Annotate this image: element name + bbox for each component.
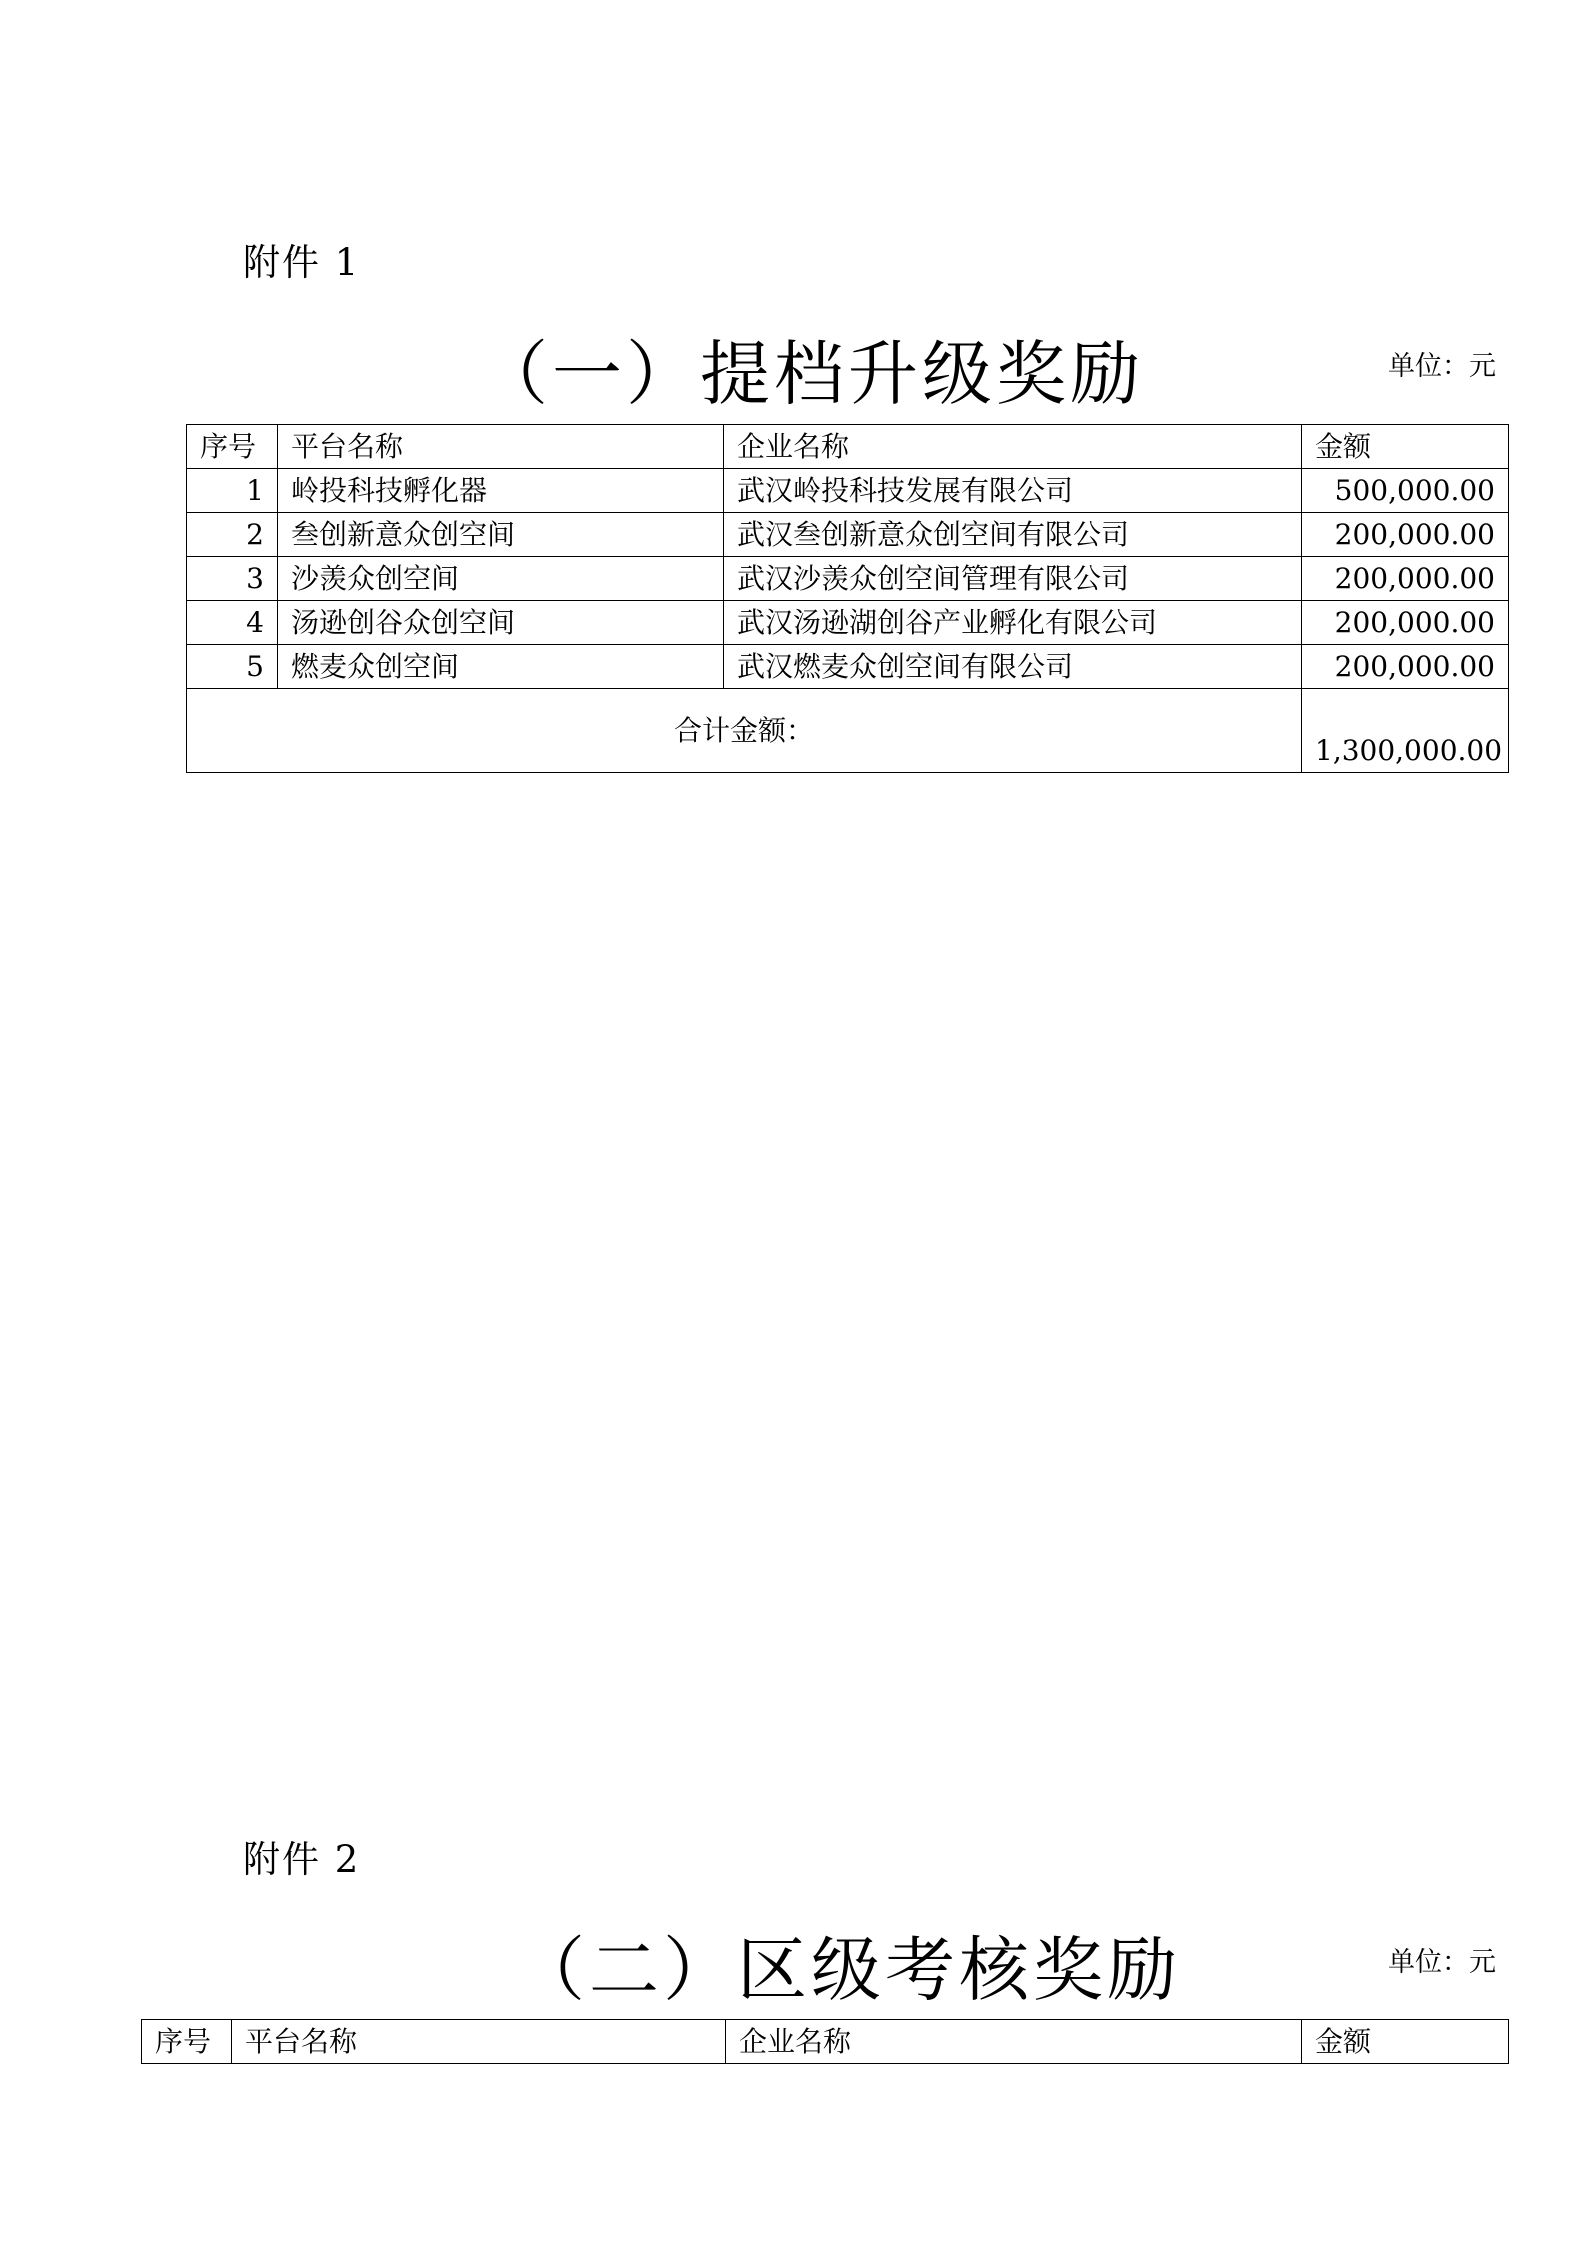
total-label: 合计金额： (187, 689, 1302, 773)
table-row (187, 469, 1509, 513)
table-header-row (187, 425, 1509, 469)
table-row (187, 513, 1509, 557)
total-value: 1,300,000.00 (1302, 689, 1509, 773)
table-row (187, 601, 1509, 645)
row-amount: 200,000.00 (1302, 601, 1509, 645)
total-row (187, 689, 1509, 773)
section-1-title: （一）提档升级奖励 (478, 333, 1144, 415)
attachment-1-label: 附件 1 (243, 241, 361, 284)
row-company: 武汉汤逊湖创谷产业孵化有限公司 (724, 601, 1302, 645)
table-header-row (142, 2020, 1509, 2064)
header-company: 企业名称 (726, 2020, 1302, 2064)
header-seq: 序号 (142, 2020, 232, 2064)
row-amount: 200,000.00 (1302, 513, 1509, 557)
header-amount: 金额 (1302, 2020, 1509, 2064)
row-amount: 500,000.00 (1302, 469, 1509, 513)
reward-table-2 (141, 2019, 1509, 2064)
header-company: 企业名称 (724, 425, 1302, 469)
header-amount: 金额 (1302, 425, 1509, 469)
row-platform: 燃麦众创空间 (278, 645, 724, 689)
row-seq: 1 (187, 469, 278, 513)
table-row (187, 645, 1509, 689)
section-2-unit: 单位：元 (1388, 1947, 1496, 1978)
header-platform: 平台名称 (232, 2020, 726, 2064)
table-row (187, 557, 1509, 601)
row-company: 武汉叁创新意众创空间有限公司 (724, 513, 1302, 557)
section-1-unit: 单位：元 (1388, 351, 1496, 382)
row-company: 武汉燃麦众创空间有限公司 (724, 645, 1302, 689)
reward-table-1 (186, 424, 1509, 773)
row-company: 武汉岭投科技发展有限公司 (724, 469, 1302, 513)
row-amount: 200,000.00 (1302, 645, 1509, 689)
row-platform: 叁创新意众创空间 (278, 513, 724, 557)
row-platform: 岭投科技孵化器 (278, 469, 724, 513)
header-platform: 平台名称 (278, 425, 724, 469)
header-seq: 序号 (187, 425, 278, 469)
row-platform: 沙羡众创空间 (278, 557, 724, 601)
row-seq: 5 (187, 645, 278, 689)
row-amount: 200,000.00 (1302, 557, 1509, 601)
attachment-2-label: 附件 2 (243, 1838, 361, 1881)
row-seq: 3 (187, 557, 278, 601)
section-2-title: （二）区级考核奖励 (515, 1929, 1181, 2011)
row-company: 武汉沙羡众创空间管理有限公司 (724, 557, 1302, 601)
row-seq: 2 (187, 513, 278, 557)
row-seq: 4 (187, 601, 278, 645)
row-platform: 汤逊创谷众创空间 (278, 601, 724, 645)
